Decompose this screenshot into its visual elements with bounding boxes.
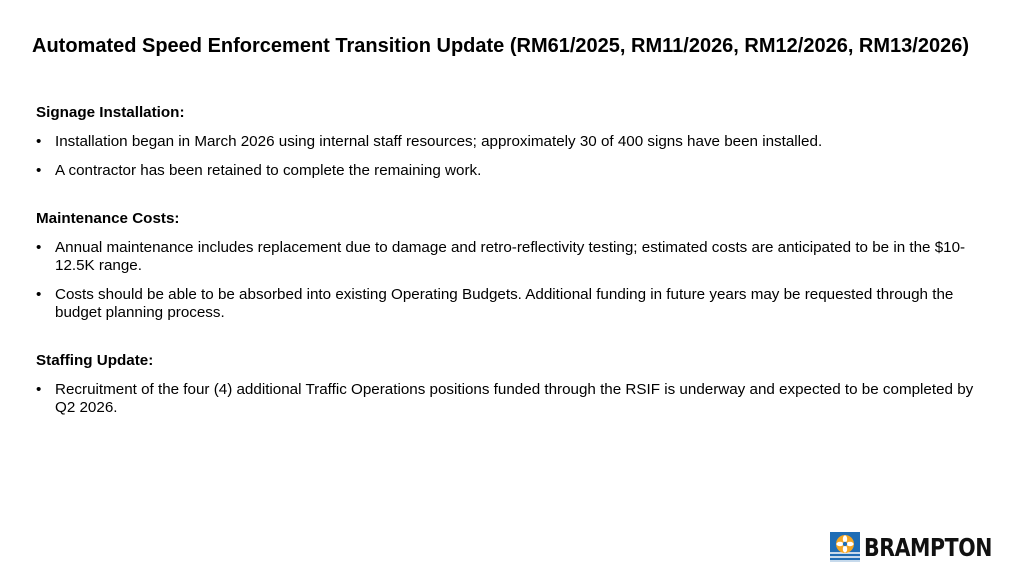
- bullet-text: Annual maintenance includes replacement due to damage and retro-reflectivity testing; estimated costs are anticipated to be in the $10-12.5K range.: [55, 239, 966, 274]
- bullet-item: [36, 162, 986, 180]
- bullet-item: [36, 133, 986, 151]
- section-heading: Maintenance Costs:: [36, 210, 180, 227]
- section-signage-installation: [36, 104, 986, 180]
- bullet-dot-icon: •: [36, 162, 42, 179]
- bullet-list: [36, 381, 986, 417]
- brampton-logo: [830, 530, 1002, 564]
- slide-content: [36, 104, 986, 447]
- section-staffing-update: [36, 352, 986, 417]
- bullet-dot-icon: •: [36, 286, 42, 303]
- slide-title: Automated Speed Enforcement Transition Update (RM61/2025, RM11/2026, RM12/2026, RM13/2026): [32, 35, 969, 57]
- section-maintenance-costs: [36, 210, 986, 322]
- section-heading: Signage Installation:: [36, 104, 185, 121]
- bullet-dot-icon: •: [36, 239, 42, 256]
- bullet-dot-icon: •: [36, 133, 42, 150]
- bullet-item: [36, 381, 986, 417]
- bullet-text: Costs should be able to be absorbed into existing Operating Budgets. Additional funding in future years may be requested through the budget planning process.: [55, 286, 954, 321]
- brampton-flower-emblem-icon: [830, 532, 860, 562]
- bullet-text: Installation began in March 2026 using internal staff resources; approximately 30 of 400 signs have been installed.: [55, 133, 823, 150]
- brampton-wordmark: BRAMPTON: [864, 532, 992, 562]
- section-heading: Staffing Update:: [36, 352, 154, 369]
- bullet-text: A contractor has been retained to complete the remaining work.: [55, 162, 482, 179]
- bullet-dot-icon: •: [36, 381, 42, 398]
- bullet-list: [36, 133, 986, 180]
- bullet-list: [36, 239, 986, 322]
- bullet-item: [36, 239, 986, 275]
- bullet-text: Recruitment of the four (4) additional Traffic Operations positions funded through the RSIF is underway and expected to be completed by Q2 2026.: [55, 381, 974, 416]
- bullet-item: [36, 286, 986, 322]
